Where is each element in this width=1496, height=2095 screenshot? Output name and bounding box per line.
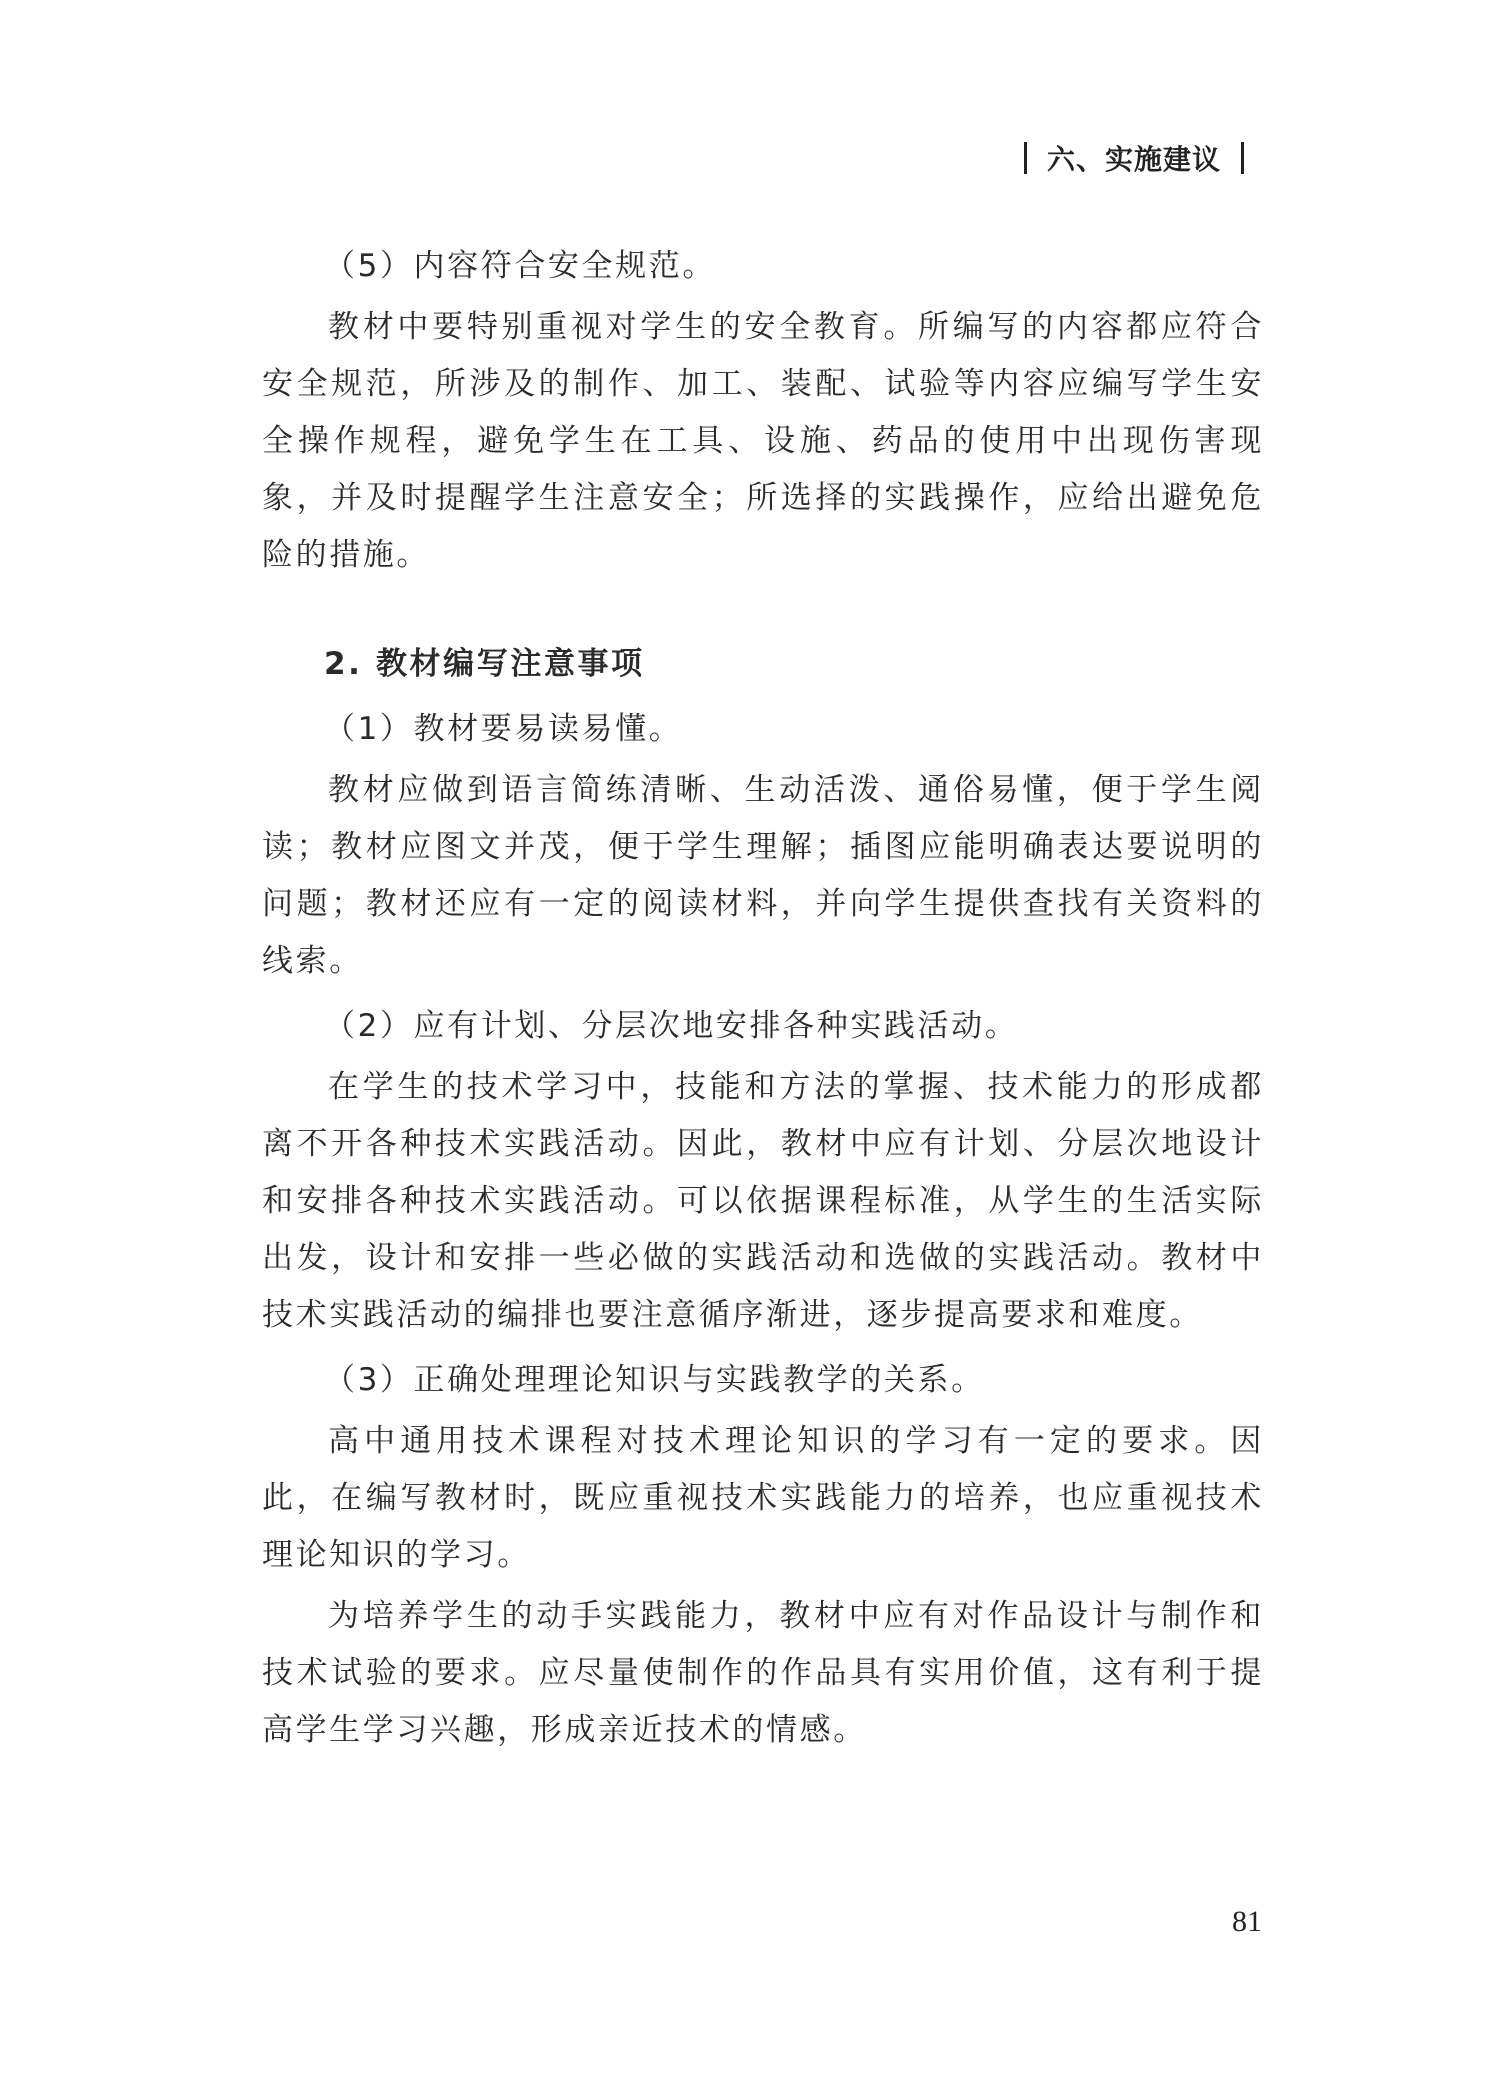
item-2-title: （2）应有计划、分层次地安排各种实践活动。 <box>324 1008 1019 1044</box>
item-5-title: （5）内容符合安全规范。 <box>324 248 716 284</box>
section-2-heading: 2. 教材编写注意事项 <box>324 646 645 682</box>
header-right-bar <box>1241 142 1244 174</box>
item-5-paragraph: 教材中要特别重视对学生的安全教育。所编写的内容都应符合安全规范，所涉及的制作、加工、装配、试验等内容应编写学生安全操作规程，避免学生在工具、设施、药品的使用中出现伤害现象，并及时提醒学生注意安全；所选择的实践操作，应给出避免危险的措施。 <box>262 309 1264 573</box>
page-number: 81 <box>1232 1905 1262 1938</box>
item-2-paragraph: 在学生的技术学习中，技能和方法的掌握、技术能力的形成都离不开各种技术实践活动。因此，教材中应有计划、分层次地设计和安排各种技术实践活动。可以依据课程标准，从学生的生活实际出发，设计和安排一些必做的实践活动和选做的实践活动。教材中技术实践活动的编排也要注意循序渐进，逐步提高要求和难度。 <box>262 1069 1264 1333</box>
page-body <box>262 238 1264 1759</box>
running-header <box>1004 138 1264 178</box>
chapter-title: 六、实施建议 <box>1046 143 1221 176</box>
header-left-bar <box>1024 142 1027 174</box>
item-3-paragraph-1: 高中通用技术课程对技术理论知识的学习有一定的要求。因此，在编写教材时，既应重视技术实践能力的培养，也应重视技术理论知识的学习。 <box>262 1423 1264 1573</box>
item-3-title: （3）正确处理理论知识与实践教学的关系。 <box>324 1362 985 1398</box>
item-1-paragraph: 教材应做到语言简练清晰、生动活泼、通俗易懂，便于学生阅读；教材应图文并茂，便于学生理解；插图应能明确表达要说明的问题；教材还应有一定的阅读材料，并向学生提供查找有关资料的线索。 <box>262 772 1264 979</box>
item-3-paragraph-2: 为培养学生的动手实践能力，教材中应有对作品设计与制作和技术试验的要求。应尽量使制作的作品具有实用价值，这有利于提高学生学习兴趣，形成亲近技术的情感。 <box>262 1598 1264 1748</box>
item-1-title: （1）教材要易读易懂。 <box>324 711 683 747</box>
